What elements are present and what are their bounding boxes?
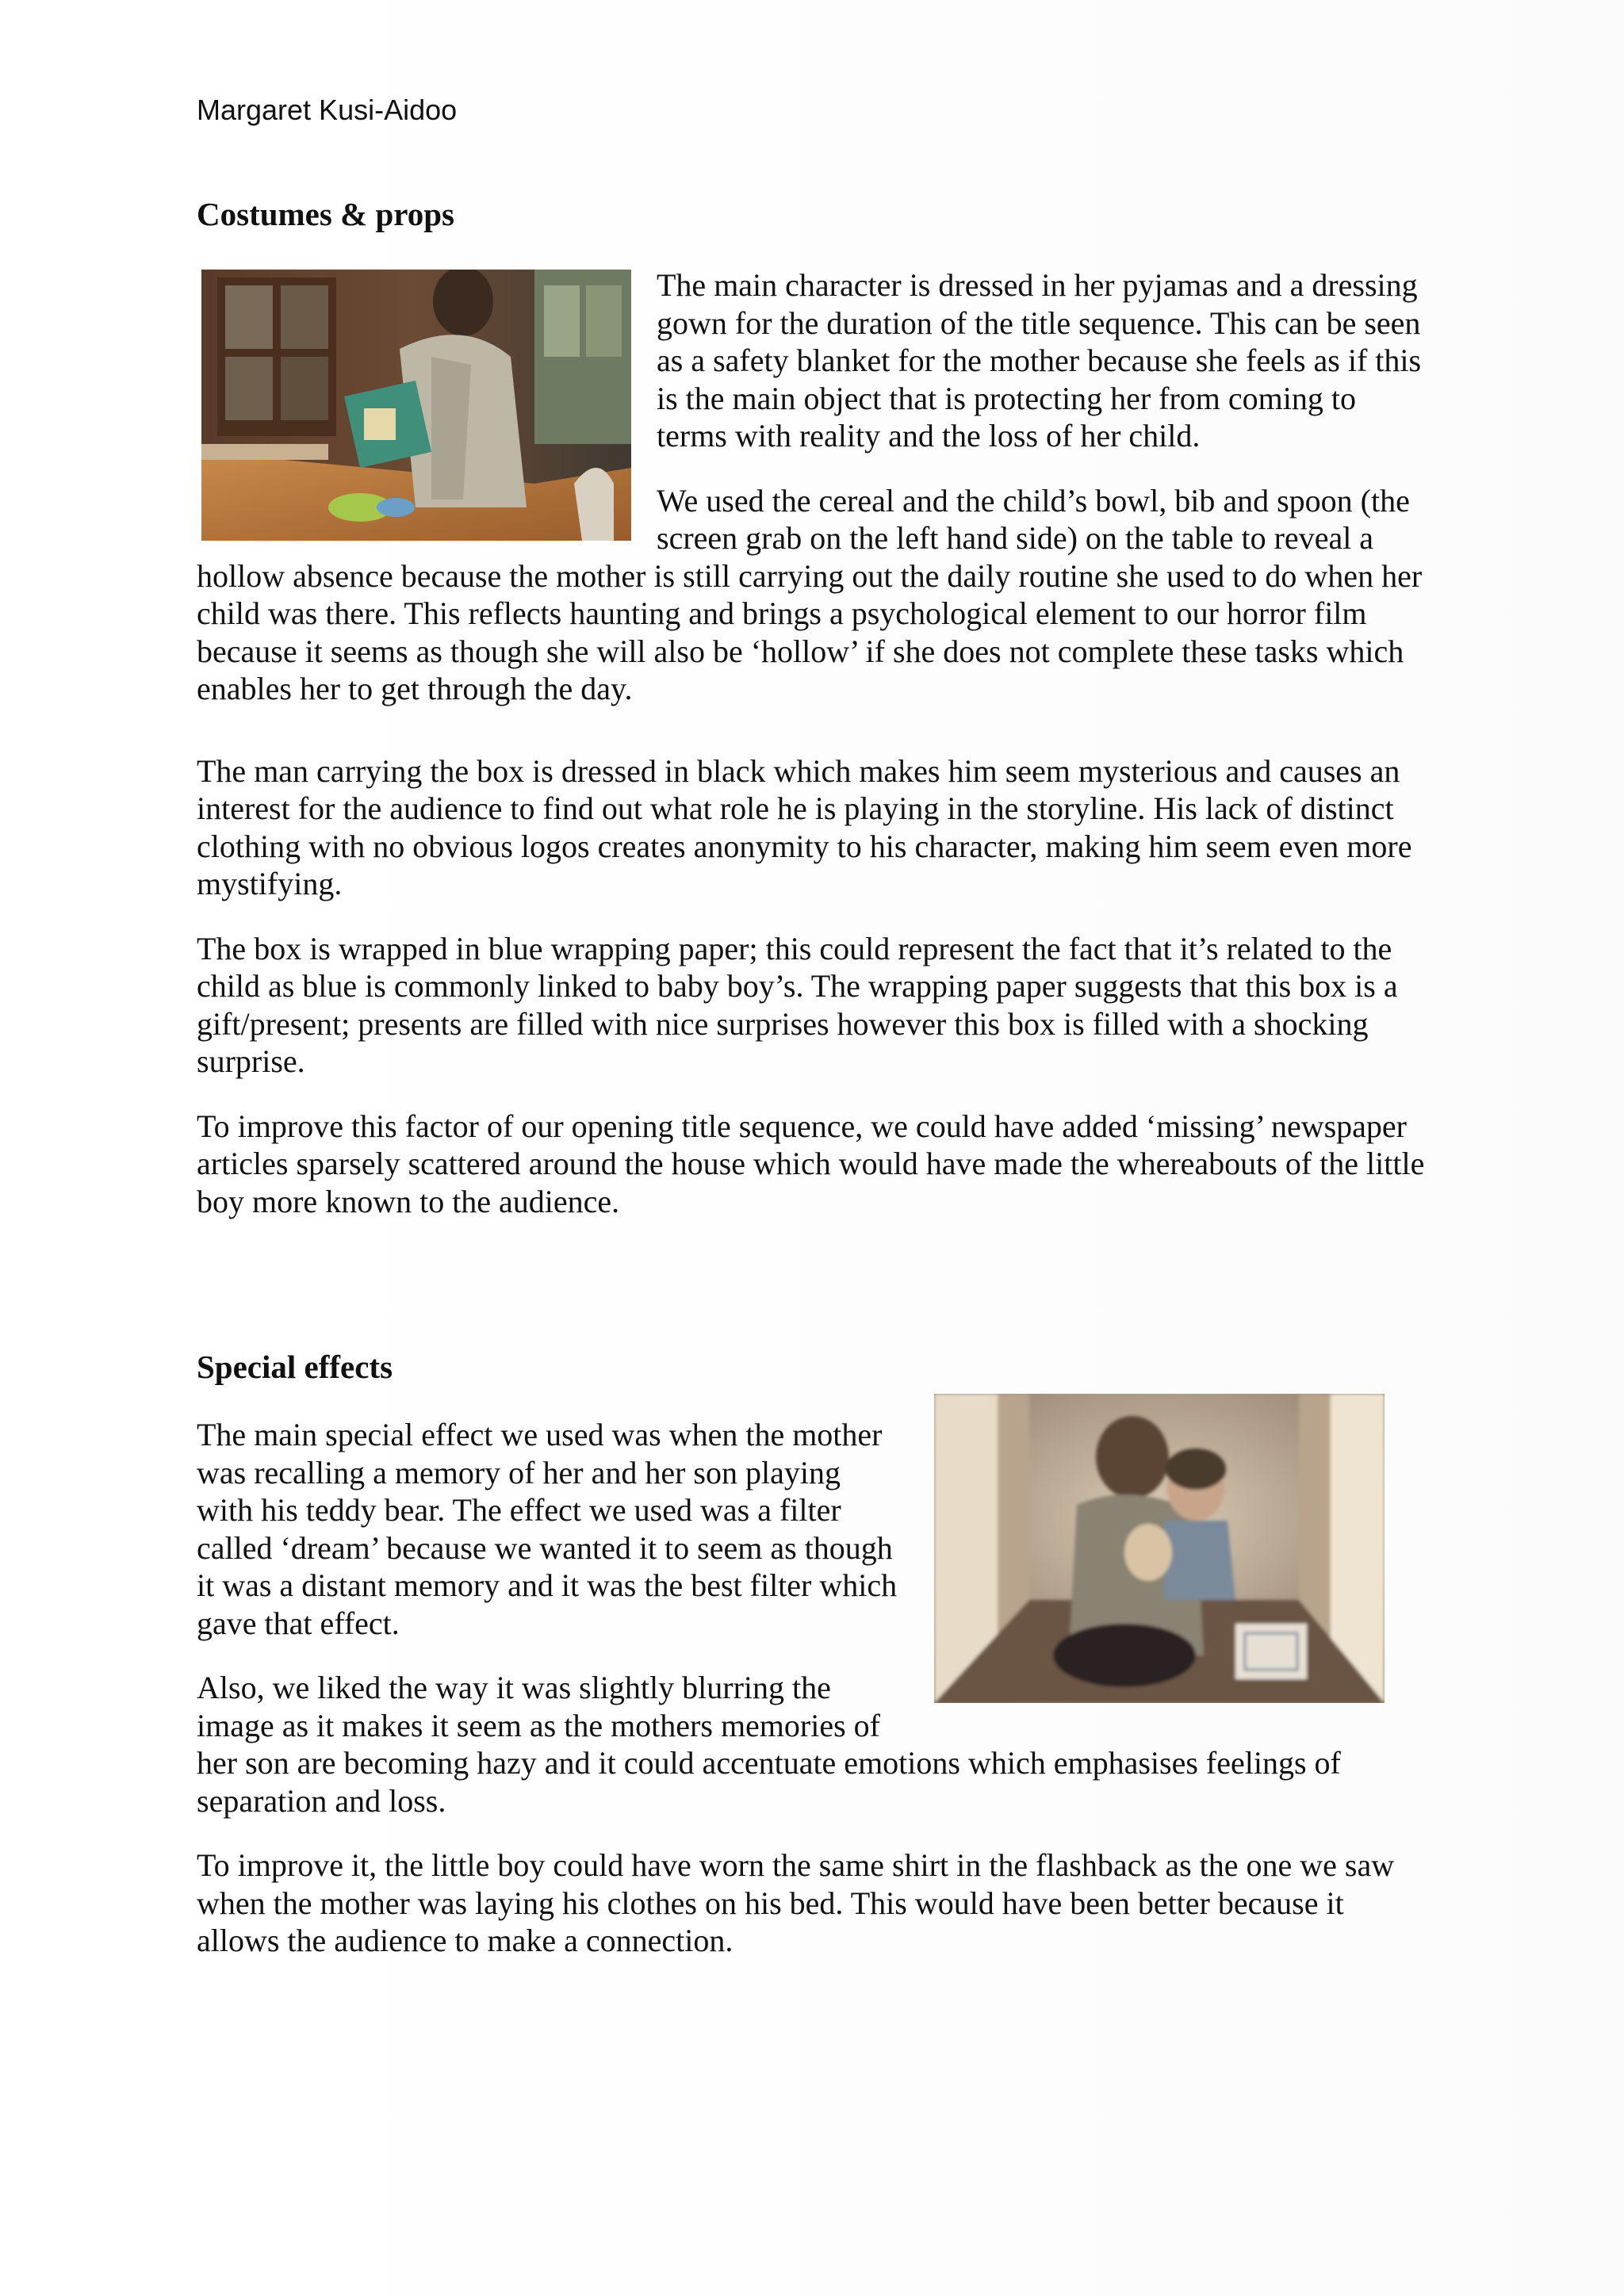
- costumes-props-heading: Costumes & props: [197, 196, 454, 232]
- special-effects-paragraph-3: To improve it, the little boy could have worn the same shirt in the flashback as the one we saw when the mother was laying his clothes on his bed. This would have been better because it allows the audience to make a connection.: [197, 1847, 1395, 1958]
- costumes-paragraph-3: The man carrying the box is dressed in black which makes him seem mysterious and causes an interest for the audience to find out what role he is playing in the storyline. His lack of distinct clothing with no obvious logos creates anonymity to his character, making him seem even more mystifying.: [197, 752, 1412, 901]
- special-effects-heading: Special effects: [197, 1349, 393, 1385]
- special-effects-section: [197, 1348, 1434, 1987]
- special-effects-paragraph-2: Also, we liked the way it was slightly blurring the image as it makes it seem as the mothers memories of her son are becoming hazy and it could accentuate emotions which emphasises feelings of separation and loss.: [197, 1670, 1341, 1819]
- flashback-screen-grab-image: [934, 1394, 1385, 1703]
- costumes-paragraph-1: The main character is dressed in her pyjamas and a dressing gown for the duration of the title sequence. This can be seen as a safety blanket for the mother because she feels as if this is the main object that is protecting her from coming to terms with reality and the loss of her child.: [657, 267, 1422, 453]
- costumes-paragraph-4: The box is wrapped in blue wrapping paper; this could represent the fact that it’s related to the child as blue is commonly linked to baby boy’s. The wrapping paper suggests that this box is a gift/present; presents are filled with nice surprises however this box is filled with a shocking surprise.: [197, 930, 1398, 1079]
- special-effects-paragraph-1: The main special effect we used was when the mother was recalling a memory of her and her son playing with his teddy bear. The effect we used was a filter called ‘dream’ because we wanted it to seem as though it was a distant memory and it was the best filter which gave that effect.: [197, 1417, 898, 1641]
- costumes-paragraph-2: We used the cereal and the child’s bowl, bib and spoon (the screen grab on the left hand side) on the table to reveal a hollow absence because the mother is still carrying out the daily routine she used to do when her child was there. This reflects haunting and brings a psychological element to our horror film because it seems as though she will also be ‘hollow’ if she does not complete these tasks which enables her to get through the day.: [197, 482, 1423, 706]
- costumes-paragraph-5: To improve this factor of our opening title sequence, we could have added ‘missing’ newspaper articles sparsely scattered around the house which would have made the whereabouts of the little boy more known to the audience.: [197, 1108, 1425, 1219]
- costumes-props-section: [197, 195, 1434, 1247]
- kitchen-screen-grab-image: [201, 270, 631, 541]
- author-name: Margaret Kusi-Aidoo: [197, 94, 458, 126]
